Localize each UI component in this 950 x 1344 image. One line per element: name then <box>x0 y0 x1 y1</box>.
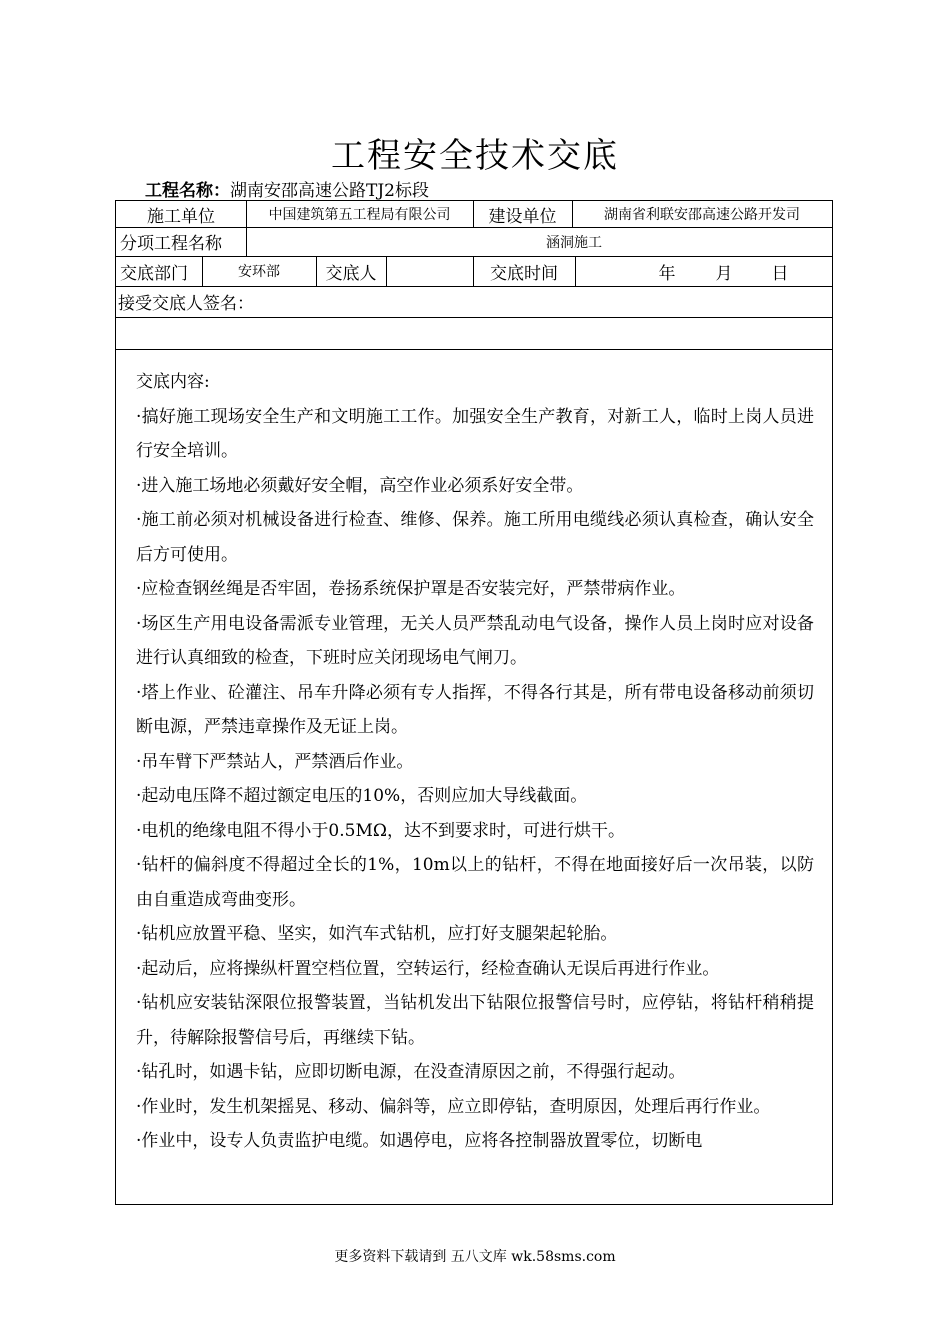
signature-label: 接受交底人签名： <box>118 294 254 314</box>
briefing-form <box>115 200 833 1205</box>
department-label: 交底部门 <box>120 263 188 284</box>
footer-note: 更多资料下载请到 五八文库 wk.58sms.com <box>334 1249 616 1265</box>
signature-area[interactable] <box>116 317 832 349</box>
list-item: ·钻机应安装钻深限位报警装置，当钻机发出下钻限位报警信号时，应停钻，将钻杆稍稍提升，待解除报警信号后，再继续下钻。 <box>136 993 814 1048</box>
construction-unit-label: 施工单位 <box>147 206 215 227</box>
subproject-label: 分项工程名称 <box>120 234 222 254</box>
owner-unit-label: 建设单位 <box>488 206 557 227</box>
list-item: ·起动电压降不超过额定电压的10%，否则应加大导线截面。 <box>136 786 588 806</box>
owner-unit-value: 湖南省利联安邵高速公路开发司 <box>604 207 800 223</box>
list-item: ·电机的绝缘电阻不得小于0.5MΩ，达不到要求时，可进行烘干。 <box>136 820 625 841</box>
briefer-value[interactable] <box>386 256 473 286</box>
department-value: 安环部 <box>238 264 280 280</box>
content-heading: 交底内容: <box>136 372 210 392</box>
list-item: ·钻机应放置平稳、坚实，如汽车式钻机，应打好支腿架起轮胎。 <box>136 924 618 944</box>
briefer-label: 交底人 <box>325 263 377 284</box>
list-item: ·塔上作业、砼灌注、吊车升降必须有专人指挥，不得各行其是，所有带电设备移动前须切断电源，严禁违章操作及无证上岗。 <box>136 682 814 737</box>
list-item: ·钻孔时，如遇卡钻，应即切断电源，在没查清原因之前，不得强行起动。 <box>136 1062 686 1082</box>
briefing-content <box>116 349 832 1159</box>
project-name-line <box>145 176 429 201</box>
list-item: ·作业中，设专人负责监护电缆。如遇停电，应将各控制器放置零位，切断电 <box>136 1131 703 1151</box>
list-item: ·钻杆的偏斜度不得超过全长的1%，10m以上的钻杆，不得在地面接好后一次吊装，以防由自重造成弯曲变形。 <box>136 855 814 910</box>
construction-unit-value: 中国建筑第五工程局有限公司 <box>268 207 451 223</box>
year-label: 年 <box>658 263 676 284</box>
list-item: ·搞好施工现场安全生产和文明施工工作。加强安全生产教育，对新工人，临时上岗人员进行安全培训。 <box>136 406 814 461</box>
day-label: 日 <box>771 263 789 284</box>
project-name-value: 湖南安邵高速公路TJ2标段 <box>230 181 429 201</box>
subproject-value: 涵洞施工 <box>546 234 602 251</box>
month-label: 月 <box>715 263 733 284</box>
document-title: 工程安全技术交底 <box>331 136 619 176</box>
list-item: ·场区生产用电设备需派专业管理，无关人员严禁乱动电气设备，操作人员上岗时应对设备进行认真细致的检查，下班时应关闭现场电气闸刀。 <box>136 613 814 668</box>
list-item: ·应检查钢丝绳是否牢固，卷扬系统保护罩是否安装完好，严禁带病作业。 <box>136 579 686 599</box>
list-item: ·起动后，应将操纵杆置空档位置，空转运行，经检查确认无误后再进行作业。 <box>136 958 720 979</box>
time-label: 交底时间 <box>490 263 558 284</box>
project-name-label: 工程名称： <box>145 181 230 201</box>
col-divider <box>575 256 576 286</box>
list-item: ·施工前必须对机械设备进行检查、维修、保养。施工所用电缆线必须认真检查，确认安全后方可使用。 <box>136 510 814 565</box>
list-item: ·吊车臂下严禁站人，严禁酒后作业。 <box>136 751 414 772</box>
list-item: ·作业时，发生机架摇晃、移动、偏斜等，应立即停钻，查明原因，处理后再行作业。 <box>136 1096 771 1117</box>
list-item: ·进入施工场地必须戴好安全帽，高空作业必须系好安全带。 <box>136 475 584 496</box>
